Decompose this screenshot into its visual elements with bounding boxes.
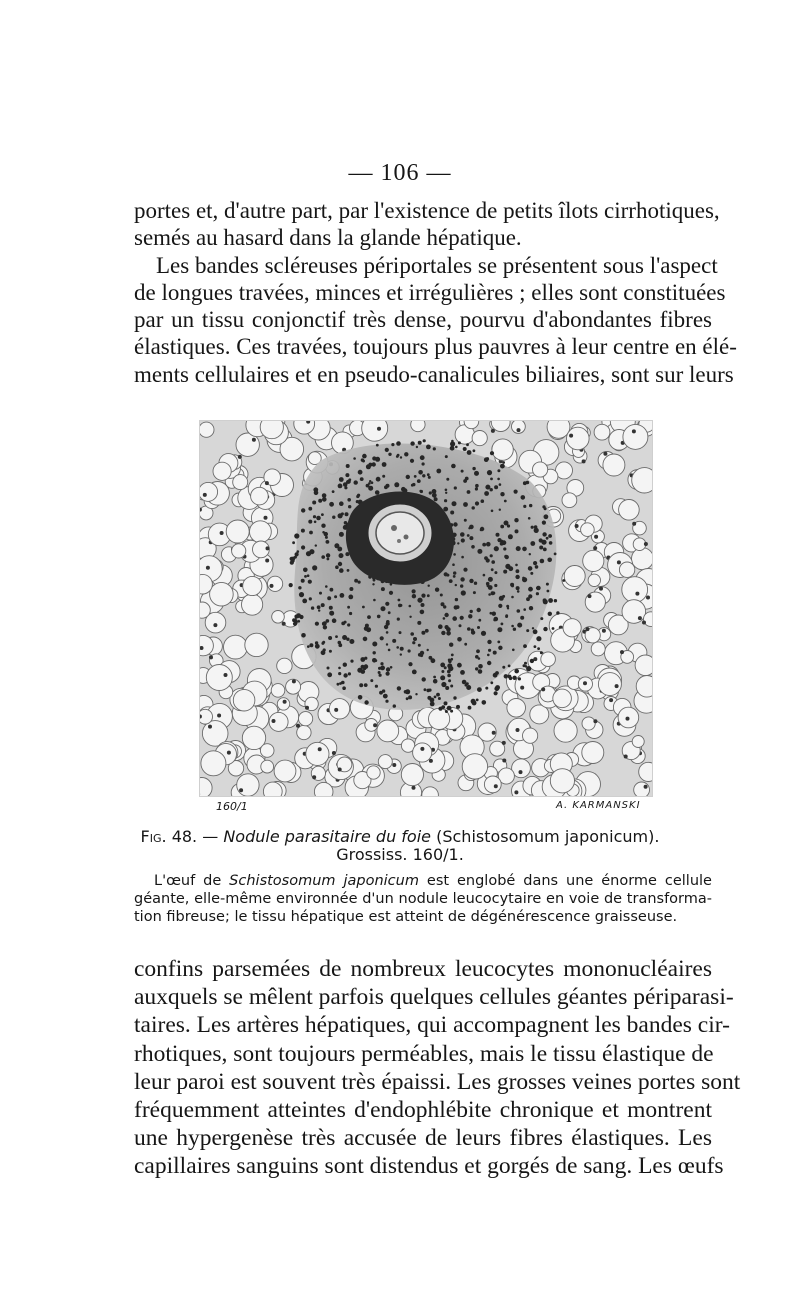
text-line: capillaires sanguins sont distendus et gorgés de sang. Les œufs — [134, 1153, 724, 1180]
figure-scale-mark: 160/1 — [216, 800, 248, 813]
text-line: élastiques. Ces travées, toujours plus pauvres à leur centre en élé- — [134, 334, 737, 360]
text-line: ments cellulaires et en pseudo-canalicules biliaires, sont sur leurs — [134, 361, 734, 387]
caption-line: L'œuf de Schistosomum japonicum est englobé dans une énorme cellule — [154, 873, 712, 889]
text-line: leur paroi est souvent très épaissi. Les grosses veines portes sont — [134, 1068, 741, 1095]
paragraph-bottom — [134, 955, 741, 1181]
text-line: rhotiques, sont toujours perméables, mais le tissu élastique de — [134, 1040, 714, 1067]
paragraph-top — [134, 197, 737, 388]
liver-nodule-illustration — [200, 421, 652, 796]
caption-species: (Schistosomum japonicum). — [436, 827, 660, 846]
caption-magnification: Grossiss. 160/1. — [336, 845, 464, 864]
text-line: de longues travées, minces et irrégulières ; elles sont constituées — [134, 279, 726, 305]
page-number: — 106 — — [348, 160, 452, 186]
figure-signature: A. KARMANSKI — [556, 800, 641, 811]
text-line: auxquels se mêlent parfois quelques cellules géantes périparasi- — [134, 984, 734, 1011]
text-line: taires. Les artères hépatiques, qui accompagnent les bandes cir- — [134, 1012, 730, 1039]
text-line: fréquemment atteintes d'endophlébite chronique et montrent — [134, 1097, 712, 1124]
figure-caption-description — [134, 872, 712, 926]
caption-dash: — — [202, 827, 219, 846]
text-line: confins parsemées de nombreux leucocytes mononucléaires — [134, 956, 712, 982]
text-line: portes et, d'autre part, par l'existence de petits îlots cirrhotiques, — [134, 198, 720, 223]
text-line: une hypergenèse très accusée de leurs fibres élastiques. Les — [134, 1125, 712, 1152]
histology-figure — [199, 420, 653, 797]
caption-title-italic: Nodule parasitaire du foie — [223, 827, 432, 846]
figure-number: Fig. 48. — [140, 827, 198, 846]
text-line: semés au hasard dans la glande hépatique. — [134, 225, 522, 251]
caption-line: géante, elle-même environnée d'un nodule leucocytaire en voie de transforma- — [134, 891, 712, 907]
caption-line: tion fibreuse; le tissu hépatique est atteint de dégénérescence graisseuse. — [134, 909, 678, 925]
text-line: par un tissu conjonctif très dense, pourvu d'abondantes fibres — [134, 307, 712, 333]
text-line: Les bandes scléreuses périportales se présentent sous l'aspect — [156, 252, 718, 278]
figure-caption-title — [0, 828, 800, 864]
